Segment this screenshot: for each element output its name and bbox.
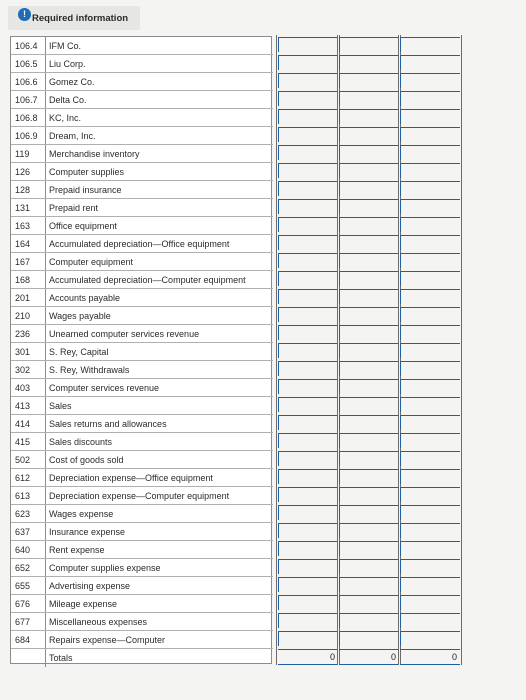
amount-input[interactable] — [339, 433, 399, 449]
amount-input[interactable] — [278, 289, 338, 305]
account-code: 106.9 — [15, 131, 38, 141]
account-name: Prepaid insurance — [49, 185, 122, 195]
account-code: 684 — [15, 635, 31, 645]
column-divider — [45, 415, 46, 433]
column-divider — [45, 451, 46, 469]
amount-input[interactable] — [339, 487, 399, 503]
account-row — [11, 415, 273, 433]
amount-input[interactable] — [278, 631, 338, 647]
account-code: 106.7 — [15, 95, 38, 105]
account-code: 168 — [15, 275, 31, 285]
amount-input[interactable] — [339, 181, 399, 197]
amount-input[interactable] — [339, 127, 399, 143]
column-divider — [45, 433, 46, 451]
info-icon: ! — [18, 8, 31, 21]
amount-input[interactable] — [400, 487, 460, 503]
amount-input[interactable] — [400, 343, 460, 359]
account-code: 301 — [15, 347, 31, 357]
account-ledger-table — [10, 36, 272, 664]
column-divider — [45, 361, 46, 379]
column-divider — [45, 541, 46, 559]
amount-input[interactable] — [400, 397, 460, 413]
amount-input[interactable] — [278, 613, 338, 629]
column-divider — [45, 91, 46, 109]
amount-input[interactable] — [400, 577, 460, 593]
amount-input[interactable] — [400, 199, 460, 215]
account-row — [11, 109, 273, 127]
account-code: 655 — [15, 581, 31, 591]
account-name: Accounts payable — [49, 293, 121, 303]
amount-input[interactable] — [339, 271, 399, 287]
account-row — [11, 145, 273, 163]
total-value: 0 — [400, 649, 460, 665]
amount-input[interactable] — [400, 559, 460, 575]
amount-input[interactable] — [278, 541, 338, 557]
amount-input[interactable] — [278, 505, 338, 521]
amount-input[interactable] — [400, 613, 460, 629]
account-name: KC, Inc. — [49, 113, 82, 123]
column-divider — [45, 505, 46, 523]
column-divider — [45, 271, 46, 289]
account-row — [11, 469, 273, 487]
amount-input[interactable] — [400, 415, 460, 431]
amount-input[interactable] — [400, 127, 460, 143]
amount-input[interactable] — [400, 451, 460, 467]
account-row — [11, 55, 273, 73]
account-row — [11, 433, 273, 451]
amount-input[interactable] — [278, 433, 338, 449]
amount-input[interactable] — [278, 361, 338, 377]
account-code: 106.8 — [15, 113, 38, 123]
column-divider — [45, 631, 46, 649]
amount-input[interactable] — [278, 109, 338, 125]
amount-input[interactable] — [278, 451, 338, 467]
amount-input[interactable] — [339, 523, 399, 539]
column-divider — [45, 469, 46, 487]
amount-input[interactable] — [339, 343, 399, 359]
amount-input[interactable] — [400, 379, 460, 395]
account-name: Liu Corp. — [49, 59, 86, 69]
amount-input[interactable] — [339, 415, 399, 431]
account-row — [11, 199, 273, 217]
amount-input[interactable] — [400, 55, 460, 71]
account-name: S. Rey, Withdrawals — [49, 365, 130, 375]
amount-input[interactable] — [400, 595, 460, 611]
amount-input[interactable] — [400, 541, 460, 557]
amount-input[interactable] — [278, 307, 338, 323]
account-code: 652 — [15, 563, 31, 573]
column-divider — [45, 217, 46, 235]
amount-input[interactable] — [278, 397, 338, 413]
account-code: 637 — [15, 527, 31, 537]
amount-input[interactable] — [278, 415, 338, 431]
amount-input[interactable] — [278, 343, 338, 359]
account-code: 163 — [15, 221, 31, 231]
account-name: Cost of goods sold — [49, 455, 124, 465]
amount-input[interactable] — [278, 199, 338, 215]
amount-input[interactable] — [339, 325, 399, 341]
column-divider — [45, 73, 46, 91]
account-name: Dream, Inc. — [49, 131, 96, 141]
account-name: Office equipment — [49, 221, 117, 231]
amount-input[interactable] — [400, 91, 460, 107]
amount-input[interactable] — [339, 469, 399, 485]
account-name: Computer services revenue — [49, 383, 160, 393]
amount-input[interactable] — [400, 289, 460, 305]
account-name: IFM Co. — [49, 41, 82, 51]
amount-input[interactable] — [278, 595, 338, 611]
account-name: Sales returns and allowances — [49, 419, 167, 429]
account-row — [11, 631, 273, 649]
account-code: 502 — [15, 455, 31, 465]
amount-input[interactable] — [339, 541, 399, 557]
amount-input[interactable] — [339, 145, 399, 161]
account-code: 131 — [15, 203, 31, 213]
amount-input[interactable] — [278, 73, 338, 89]
account-name: Advertising expense — [49, 581, 131, 591]
account-code: 613 — [15, 491, 31, 501]
amount-input[interactable] — [400, 307, 460, 323]
account-row — [11, 487, 273, 505]
amount-input[interactable] — [339, 613, 399, 629]
amount-input[interactable] — [339, 505, 399, 521]
account-name: Computer equipment — [49, 257, 134, 267]
column-divider — [45, 523, 46, 541]
account-name: Miscellaneous expenses — [49, 617, 148, 627]
column-divider — [45, 379, 46, 397]
amount-input[interactable] — [278, 271, 338, 287]
account-code: 302 — [15, 365, 31, 375]
account-name: Rent expense — [49, 545, 105, 555]
column-divider — [45, 235, 46, 253]
account-name: Insurance expense — [49, 527, 126, 537]
total-value: 0 — [339, 649, 399, 665]
account-name: S. Rey, Capital — [49, 347, 109, 357]
account-code: 128 — [15, 185, 31, 195]
account-row — [11, 253, 273, 271]
amount-input[interactable] — [339, 379, 399, 395]
amount-input[interactable] — [400, 631, 460, 647]
account-name: Unearned computer services revenue — [49, 329, 200, 339]
amount-input[interactable] — [339, 163, 399, 179]
amount-input[interactable] — [278, 325, 338, 341]
account-code: 677 — [15, 617, 31, 627]
account-code: 403 — [15, 383, 31, 393]
amount-input[interactable] — [339, 253, 399, 269]
amount-input[interactable] — [278, 469, 338, 485]
account-name: Computer supplies expense — [49, 563, 161, 573]
account-name: Prepaid rent — [49, 203, 99, 213]
amount-input[interactable] — [278, 127, 338, 143]
account-row — [11, 361, 273, 379]
account-row — [11, 235, 273, 253]
total-value: 0 — [278, 649, 338, 665]
account-row — [11, 163, 273, 181]
amount-input[interactable] — [400, 73, 460, 89]
column-divider — [45, 253, 46, 271]
account-row — [11, 595, 273, 613]
account-row — [11, 289, 273, 307]
required-information-banner — [8, 6, 140, 30]
account-code: 106.5 — [15, 59, 38, 69]
amount-input[interactable] — [339, 217, 399, 233]
column-divider — [45, 181, 46, 199]
account-code: 167 — [15, 257, 31, 267]
column-divider — [45, 343, 46, 361]
column-divider — [45, 109, 46, 127]
amount-input[interactable] — [278, 163, 338, 179]
account-row — [11, 451, 273, 469]
account-row — [11, 379, 273, 397]
account-row — [11, 73, 273, 91]
amount-input[interactable] — [339, 559, 399, 575]
amount-input[interactable] — [400, 163, 460, 179]
amount-input[interactable] — [400, 217, 460, 233]
account-name: Delta Co. — [49, 95, 87, 105]
account-code: 236 — [15, 329, 31, 339]
account-name: Mileage expense — [49, 599, 118, 609]
amount-input[interactable] — [278, 217, 338, 233]
amount-input[interactable] — [278, 253, 338, 269]
amount-input[interactable] — [400, 109, 460, 125]
amount-input[interactable] — [400, 253, 460, 269]
amount-input[interactable] — [339, 307, 399, 323]
amount-column-3 — [398, 35, 462, 665]
column-divider — [45, 613, 46, 631]
column-divider — [45, 145, 46, 163]
account-code: 164 — [15, 239, 31, 249]
amount-input[interactable] — [339, 397, 399, 413]
account-name: Gomez Co. — [49, 77, 95, 87]
account-row — [11, 505, 273, 523]
account-row — [11, 613, 273, 631]
amount-input[interactable] — [400, 181, 460, 197]
amount-input[interactable] — [339, 361, 399, 377]
account-name: Repairs expense—Computer — [49, 635, 166, 645]
column-divider — [45, 397, 46, 415]
account-row — [11, 91, 273, 109]
account-code: 623 — [15, 509, 31, 519]
amount-input[interactable] — [278, 235, 338, 251]
account-code: 415 — [15, 437, 31, 447]
account-code: 413 — [15, 401, 31, 411]
column-divider — [45, 199, 46, 217]
account-row — [11, 397, 273, 415]
account-code: 126 — [15, 167, 31, 177]
banner-title: Required information — [32, 13, 129, 24]
account-code: 106.4 — [15, 41, 38, 51]
amount-input[interactable] — [278, 523, 338, 539]
column-divider — [45, 307, 46, 325]
account-code: 676 — [15, 599, 31, 609]
account-row — [11, 217, 273, 235]
amount-input[interactable] — [278, 37, 338, 53]
amount-input[interactable] — [339, 577, 399, 593]
amount-input[interactable] — [278, 559, 338, 575]
account-code: 210 — [15, 311, 31, 321]
column-divider — [45, 127, 46, 145]
column-divider — [45, 559, 46, 577]
amount-input[interactable] — [400, 433, 460, 449]
column-divider — [45, 37, 46, 55]
account-name: Depreciation expense—Computer equipment — [49, 491, 230, 501]
account-row — [11, 37, 273, 55]
account-name: Sales — [49, 401, 72, 411]
column-divider — [45, 649, 46, 667]
account-name: Wages expense — [49, 509, 114, 519]
amount-input[interactable] — [400, 505, 460, 521]
amount-input[interactable] — [400, 469, 460, 485]
column-divider — [45, 577, 46, 595]
account-row — [11, 271, 273, 289]
account-row — [11, 541, 273, 559]
column-divider — [45, 163, 46, 181]
account-row — [11, 523, 273, 541]
amount-input[interactable] — [278, 487, 338, 503]
amount-input[interactable] — [278, 145, 338, 161]
amount-input[interactable] — [278, 379, 338, 395]
totals-row — [11, 649, 273, 667]
account-name: Accumulated depreciation—Computer equipment — [49, 275, 246, 285]
amount-input[interactable] — [400, 235, 460, 251]
amount-column-2 — [337, 35, 401, 665]
amount-input[interactable] — [339, 631, 399, 647]
account-code: 119 — [15, 149, 30, 159]
totals-label: Totals — [49, 653, 73, 663]
account-row — [11, 127, 273, 145]
amount-input[interactable] — [339, 73, 399, 89]
amount-input[interactable] — [339, 109, 399, 125]
account-name: Wages payable — [49, 311, 111, 321]
account-row — [11, 577, 273, 595]
column-divider — [45, 595, 46, 613]
account-name: Sales discounts — [49, 437, 113, 447]
amount-input[interactable] — [278, 91, 338, 107]
account-name: Computer supplies — [49, 167, 125, 177]
amount-input[interactable] — [278, 577, 338, 593]
amount-input[interactable] — [400, 523, 460, 539]
column-divider — [45, 325, 46, 343]
account-row — [11, 343, 273, 361]
account-name: Merchandise inventory — [49, 149, 140, 159]
amount-input[interactable] — [339, 199, 399, 215]
amount-input[interactable] — [278, 55, 338, 71]
account-name: Depreciation expense—Office equipment — [49, 473, 213, 483]
amount-input[interactable] — [400, 271, 460, 287]
account-row — [11, 307, 273, 325]
account-code: 414 — [15, 419, 31, 429]
amount-input[interactable] — [339, 235, 399, 251]
amount-input[interactable] — [339, 289, 399, 305]
account-row — [11, 181, 273, 199]
amount-input[interactable] — [339, 451, 399, 467]
amount-column-1 — [276, 35, 340, 665]
amount-input[interactable] — [400, 325, 460, 341]
account-code: 640 — [15, 545, 31, 555]
amount-input[interactable] — [400, 145, 460, 161]
column-divider — [45, 55, 46, 73]
account-row — [11, 559, 273, 577]
column-divider — [45, 487, 46, 505]
amount-input[interactable] — [400, 361, 460, 377]
account-row — [11, 325, 273, 343]
column-divider — [45, 289, 46, 307]
amount-input[interactable] — [339, 91, 399, 107]
account-code: 106.6 — [15, 77, 38, 87]
amount-input[interactable] — [400, 37, 460, 53]
amount-input[interactable] — [339, 37, 399, 53]
amount-input[interactable] — [278, 181, 338, 197]
amount-input[interactable] — [339, 595, 399, 611]
account-code: 201 — [15, 293, 31, 303]
account-code: 612 — [15, 473, 31, 483]
amount-input[interactable] — [339, 55, 399, 71]
account-name: Accumulated depreciation—Office equipment — [49, 239, 230, 249]
